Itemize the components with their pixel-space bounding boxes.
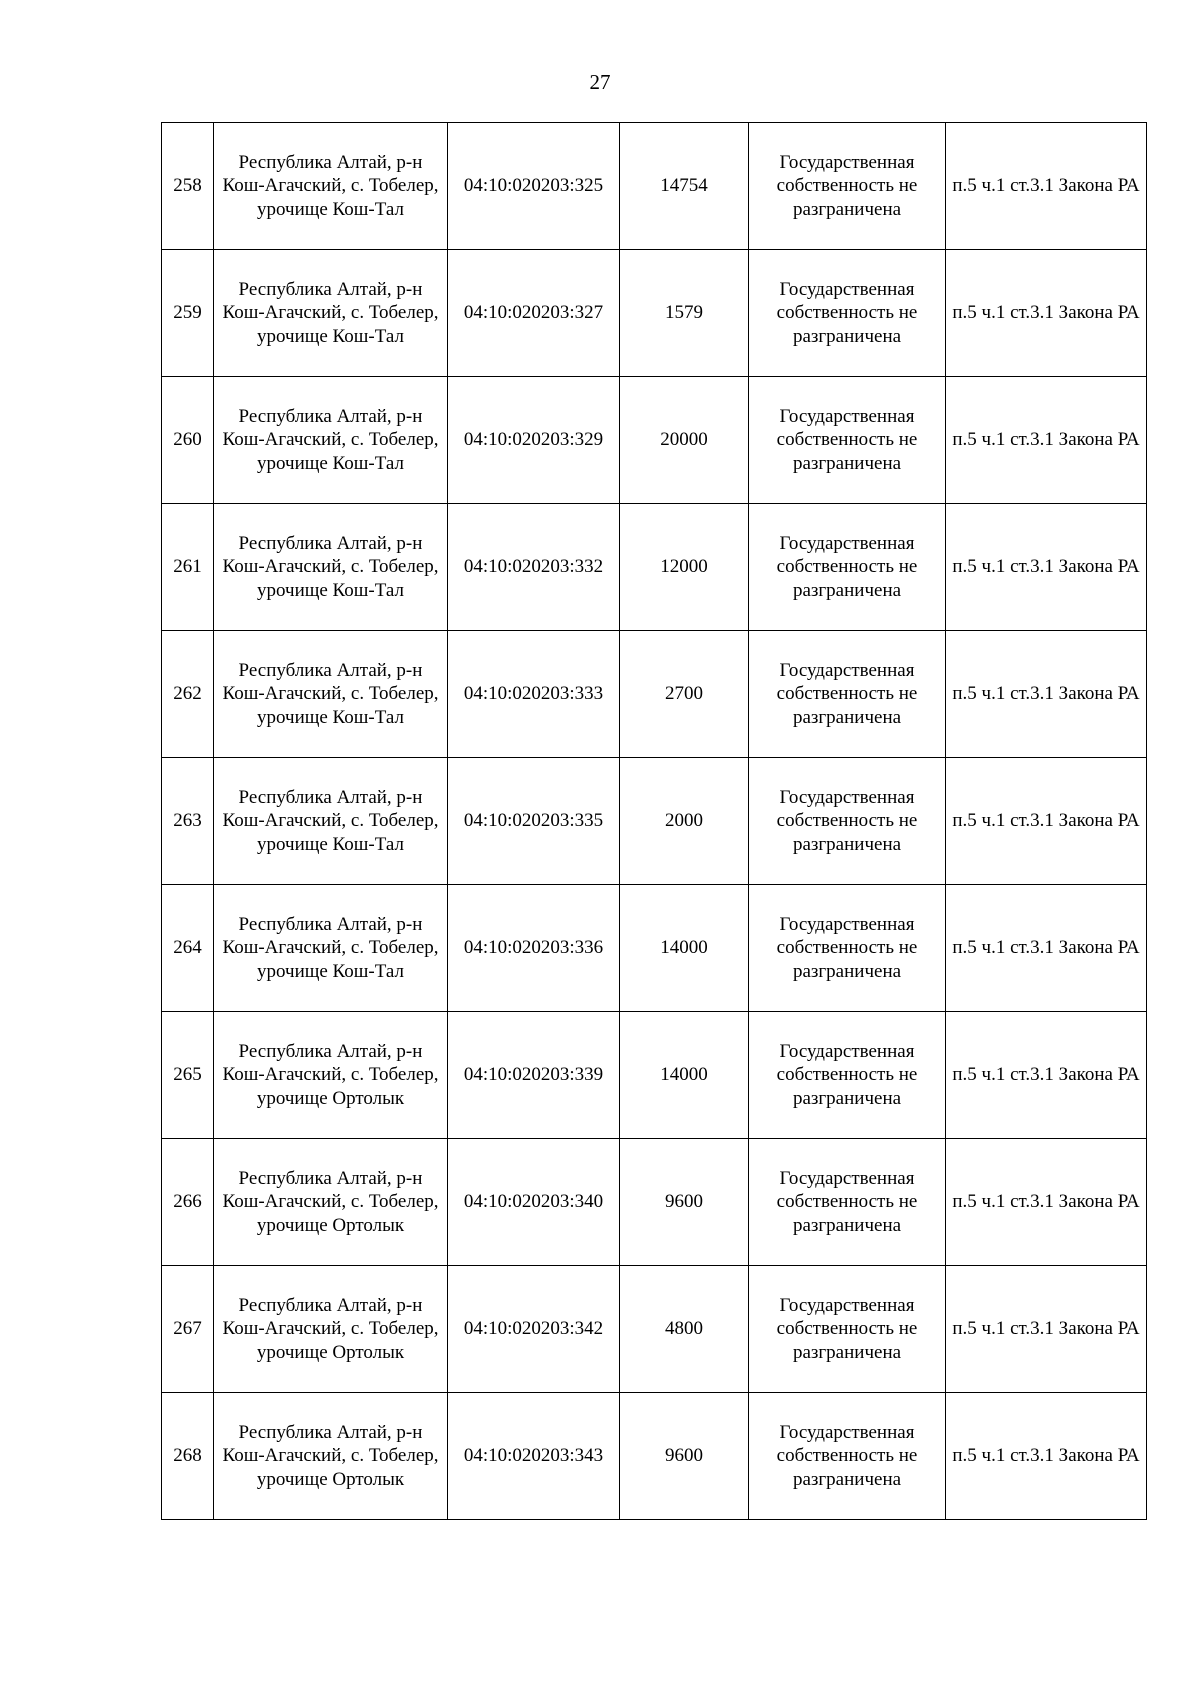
address-cell: Республика Алтай, р-н Кош-Агачский, с. Тобелер, урочище Кош-Тал xyxy=(214,123,448,250)
legal-basis-cell: п.5 ч.1 ст.3.1 Закона РА xyxy=(946,631,1147,758)
area-cell: 1579 xyxy=(620,250,749,377)
ownership-cell: Государственная собственность не разграничена xyxy=(749,504,946,631)
address-cell: Республика Алтай, р-н Кош-Агачский, с. Тобелер, урочище Ортолык xyxy=(214,1266,448,1393)
table-row xyxy=(162,1012,1147,1139)
legal-basis-cell: п.5 ч.1 ст.3.1 Закона РА xyxy=(946,758,1147,885)
legal-basis-cell: п.5 ч.1 ст.3.1 Закона РА xyxy=(946,123,1147,250)
address-cell: Республика Алтай, р-н Кош-Агачский, с. Тобелер, урочище Ортолык xyxy=(214,1139,448,1266)
cadastral-number-cell: 04:10:020203:342 xyxy=(448,1266,620,1393)
legal-basis-cell: п.5 ч.1 ст.3.1 Закона РА xyxy=(946,885,1147,1012)
legal-basis-cell: п.5 ч.1 ст.3.1 Закона РА xyxy=(946,1266,1147,1393)
legal-basis-cell: п.5 ч.1 ст.3.1 Закона РА xyxy=(946,377,1147,504)
area-cell: 2000 xyxy=(620,758,749,885)
cadastral-number-cell: 04:10:020203:333 xyxy=(448,631,620,758)
area-cell: 4800 xyxy=(620,1266,749,1393)
row-number: 260 xyxy=(162,377,214,504)
table-row xyxy=(162,885,1147,1012)
address-cell: Республика Алтай, р-н Кош-Агачский, с. Тобелер, урочище Кош-Тал xyxy=(214,885,448,1012)
legal-basis-cell: п.5 ч.1 ст.3.1 Закона РА xyxy=(946,1139,1147,1266)
cadastral-number-cell: 04:10:020203:325 xyxy=(448,123,620,250)
row-number: 261 xyxy=(162,504,214,631)
cadastral-number-cell: 04:10:020203:332 xyxy=(448,504,620,631)
area-cell: 9600 xyxy=(620,1393,749,1520)
area-cell: 20000 xyxy=(620,377,749,504)
ownership-cell: Государственная собственность не разграничена xyxy=(749,1139,946,1266)
address-cell: Республика Алтай, р-н Кош-Агачский, с. Тобелер, урочище Кош-Тал xyxy=(214,250,448,377)
table-row xyxy=(162,1139,1147,1266)
address-cell: Республика Алтай, р-н Кош-Агачский, с. Тобелер, урочище Кош-Тал xyxy=(214,758,448,885)
row-number: 266 xyxy=(162,1139,214,1266)
cadastral-number-cell: 04:10:020203:329 xyxy=(448,377,620,504)
table-row xyxy=(162,631,1147,758)
ownership-cell: Государственная собственность не разграничена xyxy=(749,377,946,504)
cadastral-number-cell: 04:10:020203:339 xyxy=(448,1012,620,1139)
ownership-cell: Государственная собственность не разграничена xyxy=(749,250,946,377)
ownership-cell: Государственная собственность не разграничена xyxy=(749,885,946,1012)
legal-basis-cell: п.5 ч.1 ст.3.1 Закона РА xyxy=(946,504,1147,631)
area-cell: 14000 xyxy=(620,1012,749,1139)
address-cell: Республика Алтай, р-н Кош-Агачский, с. Тобелер, урочище Ортолык xyxy=(214,1393,448,1520)
legal-basis-cell: п.5 ч.1 ст.3.1 Закона РА xyxy=(946,250,1147,377)
cadastral-number-cell: 04:10:020203:335 xyxy=(448,758,620,885)
table-row xyxy=(162,1266,1147,1393)
ownership-cell: Государственная собственность не разграничена xyxy=(749,123,946,250)
row-number: 267 xyxy=(162,1266,214,1393)
row-number: 264 xyxy=(162,885,214,1012)
area-cell: 14754 xyxy=(620,123,749,250)
row-number: 265 xyxy=(162,1012,214,1139)
cadastral-number-cell: 04:10:020203:336 xyxy=(448,885,620,1012)
address-cell: Республика Алтай, р-н Кош-Агачский, с. Тобелер, урочище Ортолык xyxy=(214,1012,448,1139)
area-cell: 2700 xyxy=(620,631,749,758)
cadastral-number-cell: 04:10:020203:340 xyxy=(448,1139,620,1266)
table-row xyxy=(162,123,1147,250)
address-cell: Республика Алтай, р-н Кош-Агачский, с. Тобелер, урочище Кош-Тал xyxy=(214,504,448,631)
land-plots-table xyxy=(161,122,1147,1520)
table-row xyxy=(162,758,1147,885)
ownership-cell: Государственная собственность не разграничена xyxy=(749,1012,946,1139)
table-row xyxy=(162,377,1147,504)
table-row xyxy=(162,1393,1147,1520)
ownership-cell: Государственная собственность не разграничена xyxy=(749,758,946,885)
ownership-cell: Государственная собственность не разграничена xyxy=(749,1393,946,1520)
ownership-cell: Государственная собственность не разграничена xyxy=(749,631,946,758)
table-row xyxy=(162,504,1147,631)
row-number: 262 xyxy=(162,631,214,758)
table-row xyxy=(162,250,1147,377)
ownership-cell: Государственная собственность не разграничена xyxy=(749,1266,946,1393)
page-number: 27 xyxy=(589,70,611,94)
area-cell: 14000 xyxy=(620,885,749,1012)
area-cell: 12000 xyxy=(620,504,749,631)
address-cell: Республика Алтай, р-н Кош-Агачский, с. Тобелер, урочище Кош-Тал xyxy=(214,631,448,758)
cadastral-number-cell: 04:10:020203:327 xyxy=(448,250,620,377)
area-cell: 9600 xyxy=(620,1139,749,1266)
row-number: 258 xyxy=(162,123,214,250)
address-cell: Республика Алтай, р-н Кош-Агачский, с. Тобелер, урочище Кош-Тал xyxy=(214,377,448,504)
legal-basis-cell: п.5 ч.1 ст.3.1 Закона РА xyxy=(946,1012,1147,1139)
row-number: 259 xyxy=(162,250,214,377)
legal-basis-cell: п.5 ч.1 ст.3.1 Закона РА xyxy=(946,1393,1147,1520)
cadastral-number-cell: 04:10:020203:343 xyxy=(448,1393,620,1520)
row-number: 268 xyxy=(162,1393,214,1520)
row-number: 263 xyxy=(162,758,214,885)
